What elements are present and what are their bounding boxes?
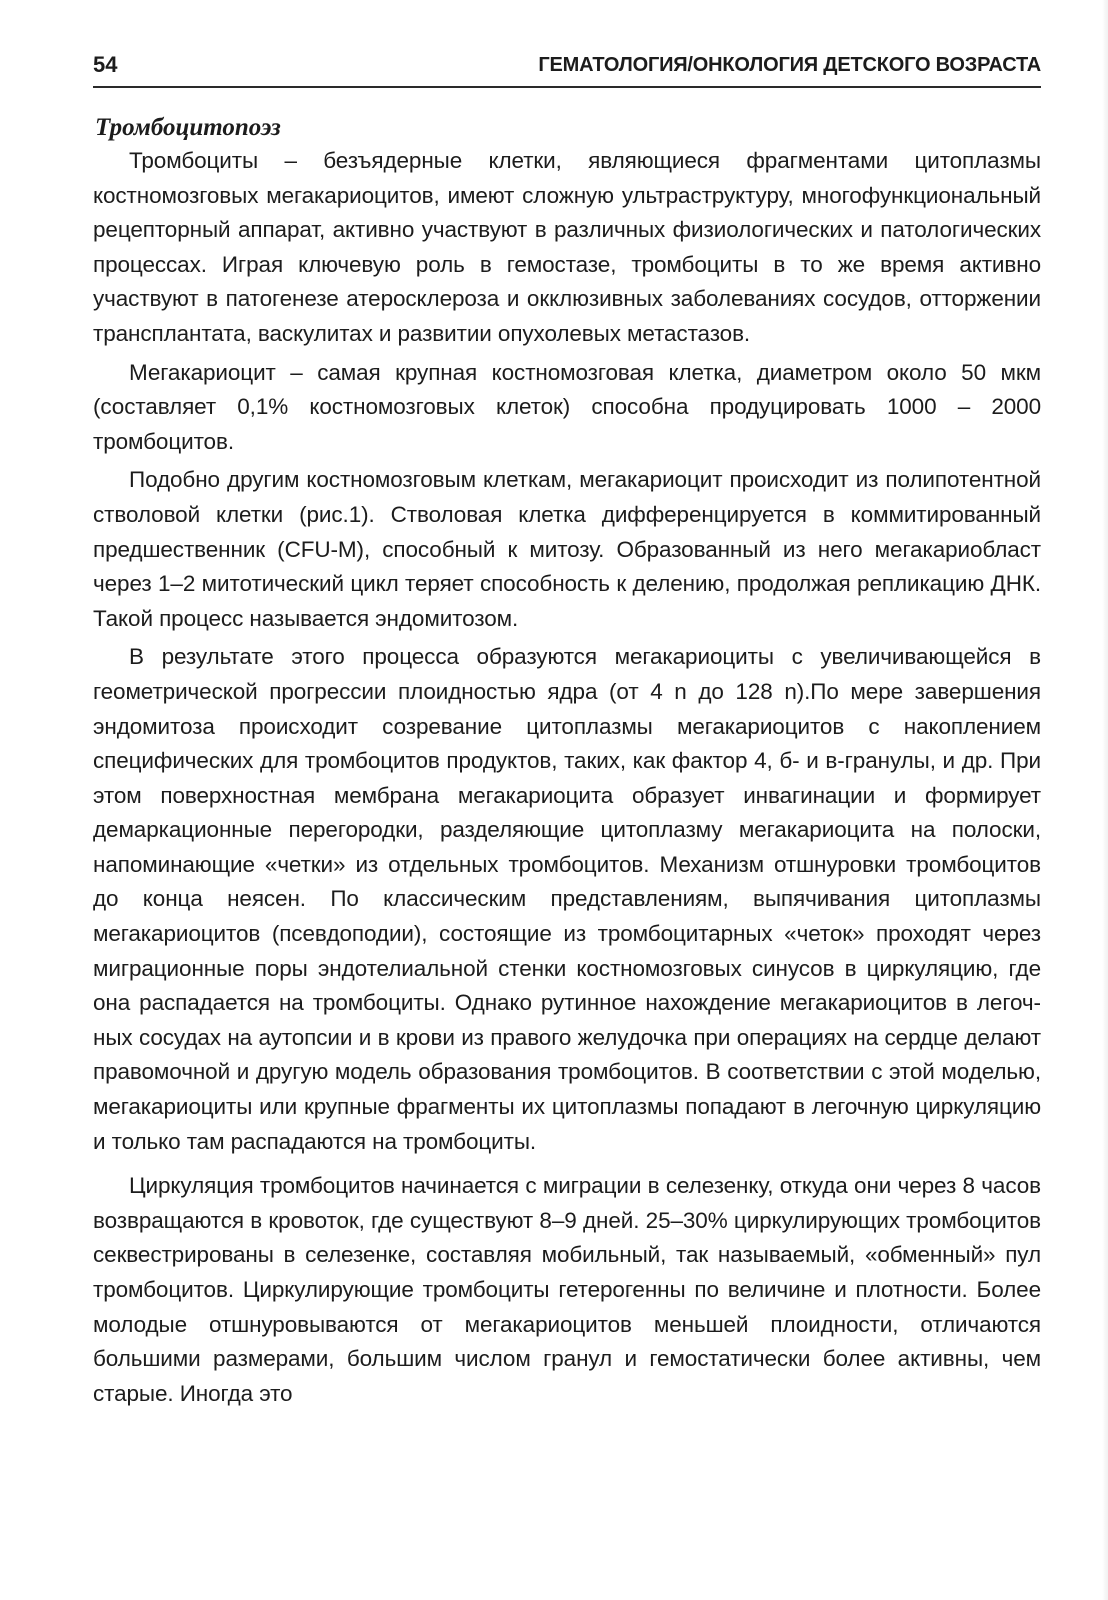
paragraph-4: В результате этого процесса образуются мегакариоциты с увеличивающейся в геометрической прогрессии плоидностью ядра (от 4 n до 128 n).По мере завершения эндомитоза происходит созревание цитоплазмы мегакариоцитов с накоплением специфических для тромбоцитов продуктов, таких, как фактор 4, б- и в-гранулы, и др. При этом поверхностная мембрана мегакариоцита образует инвагинации и формирует демаркационные перегородки, разделяющие цитоплазму мегакариоцита на полоски, напоминающие «четки» из отдельных тромбоцитов. Механизм отшнуровки тромбоцитов до конца неясен. По классическим представлениям, выпячивания цитоплазмы мегакариоцитов (псевдоподии), состоящие из тромбоцитарных «четок» проходят через миграционные поры эндотелиальной стенки костномозговых синусов в циркуляцию, где она распадается на тромбоциты. Однако рутинное нахождение мегакариоцитов в легочных сосудах на аутопсии и в крови из правого желудочка при операциях на сердце делают правомочной и другую модель образования тромбоцитов. В соответствии с этой моделью, мегакариоциты или крупные фрагменты их цитоплазмы попадают в легочную циркуляцию и только там распадаются на тромбоциты. — [93, 644, 1041, 1154]
page-header — [93, 52, 1041, 88]
page-edge-shadow — [1102, 0, 1108, 1600]
page-body — [93, 112, 1041, 1411]
paragraph-3: Подобно другим костномозговым клеткам, мегакариоцит происходит из полипотентной стволовой клетки (рис.1). Стволовая клетка дифференцируется в коммитированный предшественник (CFU-M), способный к митозу. Образованный из него мегакариобласт через 1–2 митотический цикл теряет способность к делению, продолжая репликацию ДНК. Такой процесс называется эндомитозом. — [93, 467, 1041, 631]
paragraph-5: Циркуляция тромбоцитов начинается с миграции в селезенку, откуда они через 8 часов возвращаются в кровоток, где существуют 8–9 дней. 25–30% циркулирующих тромбоцитов секвестрированы в селезенке, составляя мобильный, так называемый, «обменный» пул тромбоцитов. Циркулирующие тромбоциты гетерогенны по величине и плотности. Более молодые отшнуровываются от мегакариоцитов меньшей плоидности, отличаются большими размерами, большим числом гранул и гемостатически более активны, чем старые. Иногда это — [93, 1173, 1041, 1406]
paragraph-2: Мегакариоцит – самая крупная костномозговая клетка, диаметром около 50 мкм (составляет 0,1% костномозговых клеток) способна продуцировать 1000 – 2000 тромбоцитов. — [93, 359, 1041, 454]
section-title: Тромбоцитопоэз — [95, 114, 281, 141]
running-title: ГЕМАТОЛОГИЯ/ОНКОЛОГИЯ ДЕТСКОГО ВОЗРАСТА — [538, 54, 1041, 76]
paragraph-1: Тромбоциты – безъядерные клетки, являющиеся фрагментами цитоплазмы костномозговых мегакариоцитов, имеют сложную ультраструктуру, многофункциональный рецепторный аппарат, активно участвуют в различных физиологических и патологических процессах. Играя ключевую роль в гемостазе, тромбоциты в то же время активно участвуют в патогенезе атеросклероза и окклюзивных заболеваниях сосудов, отторжении трансплантата, васкулитах и развитии опухолевых метастазов. — [93, 148, 1041, 346]
page-number: 54 — [93, 52, 118, 77]
